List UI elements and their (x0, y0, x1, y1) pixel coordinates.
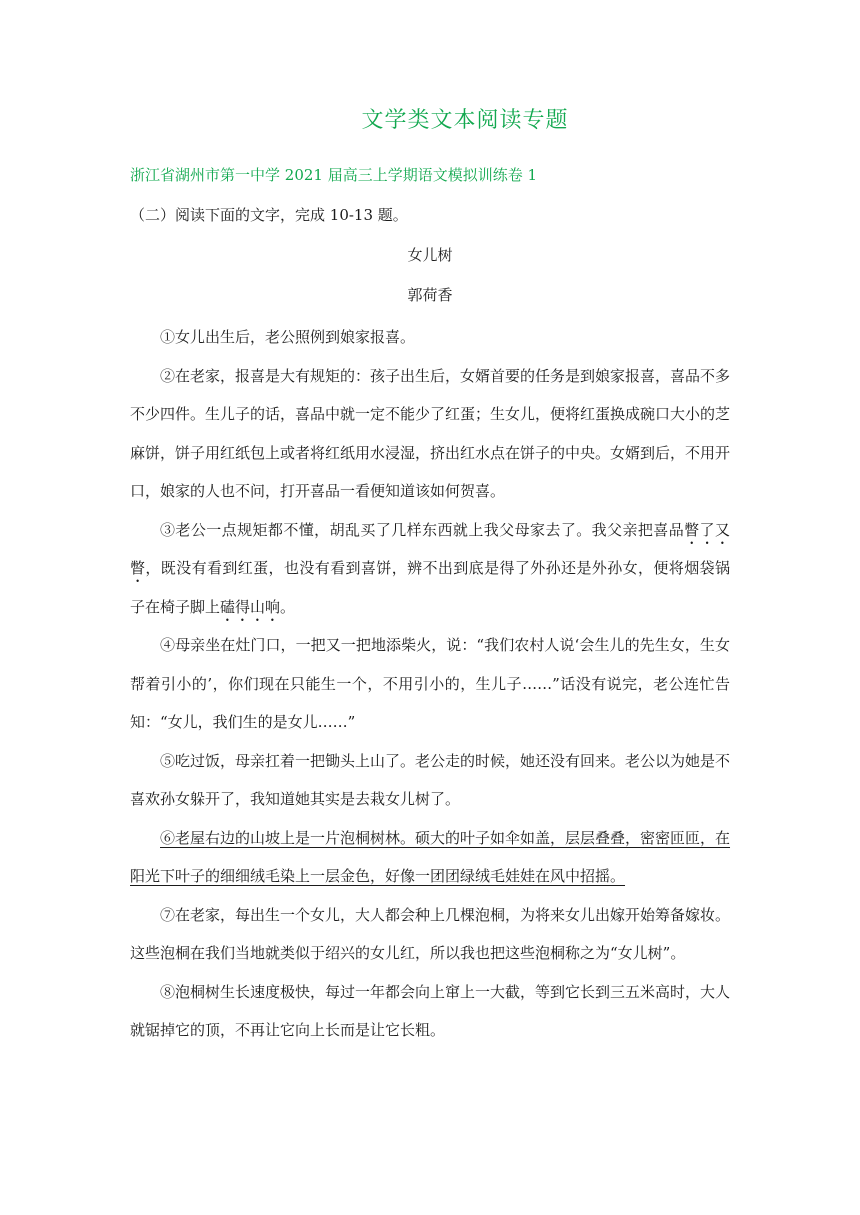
emphasized-phrase-pie-le-you-pie: 瞥了又瞥 (130, 520, 730, 577)
paragraph-1: ①女儿出生后，老公照例到娘家报喜。 (160, 328, 416, 346)
paragraph-3-text-a: ③老公一点规矩都不懂，胡乱买了几样东西就上我父母家去了。我父亲把喜品 (160, 520, 685, 539)
exam-source-line: 浙江省湖州市第一中学 2021 届高三上学期语文模拟训练卷 1 (130, 166, 538, 184)
question-instruction: （二）阅读下面的文字，完成 10-13 题。 (130, 206, 408, 224)
underlined-passage: ⑥老屋右边的山坡上是一片泡桐树林。硕大的叶子如伞如盖，层层叠叠，密密匝匝，在阳光下叶子的细细绒毛染上一层金色，好像一团团绿绒毛娃娃在风中招摇。 (130, 828, 731, 885)
emphasized-phrase-ke-de-shan-xiang: 磕得山响 (220, 597, 281, 616)
paragraph-8: ⑧泡桐树生长速度极快，每过一年都会向上窜上一大截，等到它长到三五米高时，大人就锯掉它的顶，不再让它向上长而是让它长粗。 (130, 982, 731, 1039)
paragraph-2: ②在老家，报喜是大有规矩的：孩子出生后，女婿首要的任务是到娘家报喜，喜品不多不少四件。生儿子的话，喜品中就一定不能少了红蛋；生女儿，便将红蛋换成碗口大小的芝麻饼，饼子用红纸包上或者将红纸用水浸湿，挤出红水点在饼子的中央。女婿到后，不用开口，娘家的人也不问，打开喜品一看便知道该如何贺喜。 (130, 366, 731, 500)
essay-body (130, 318, 730, 1050)
paragraph-5: ⑤吃过饭，母亲扛着一把锄头上山了。老公走的时候，她还没有回来。老公以为她是不喜欢孙女躲开了，我知道她其实是去栽女儿树了。 (130, 751, 731, 808)
essay-author: 郭荷香 (407, 286, 453, 304)
paragraph-6 (130, 819, 730, 896)
paragraph-4: ④母亲坐在灶门口，一把又一把地添柴火，说：“我们农村人说‘会生儿的先生女，生女帮着引小的’，你们现在只能生一个，不用引小的，生儿子……”话没有说完，老公连忙告知：“女儿，我们生的是女儿……” (130, 636, 730, 731)
paragraph-3 (130, 511, 730, 627)
paragraph-3-text-e: 。 (280, 597, 296, 616)
paragraph-7: ⑦在老家，每出生一个女儿，大人都会种上几棵泡桐，为将来女儿出嫁开始筹备嫁妆。这些泡桐在我们当地就类似于绍兴的女儿红，所以我也把这些泡桐称之为“女儿树”。 (130, 905, 731, 962)
page-title: 文学类文本阅读专题 (361, 108, 569, 133)
paragraph-3-text-c: ，既没有看到红蛋，也没有看到喜饼，辨不出到底是得了外孙还是外孙女，便将烟袋锅子在椅子脚上 (130, 559, 730, 616)
essay-title: 女儿树 (407, 246, 453, 264)
